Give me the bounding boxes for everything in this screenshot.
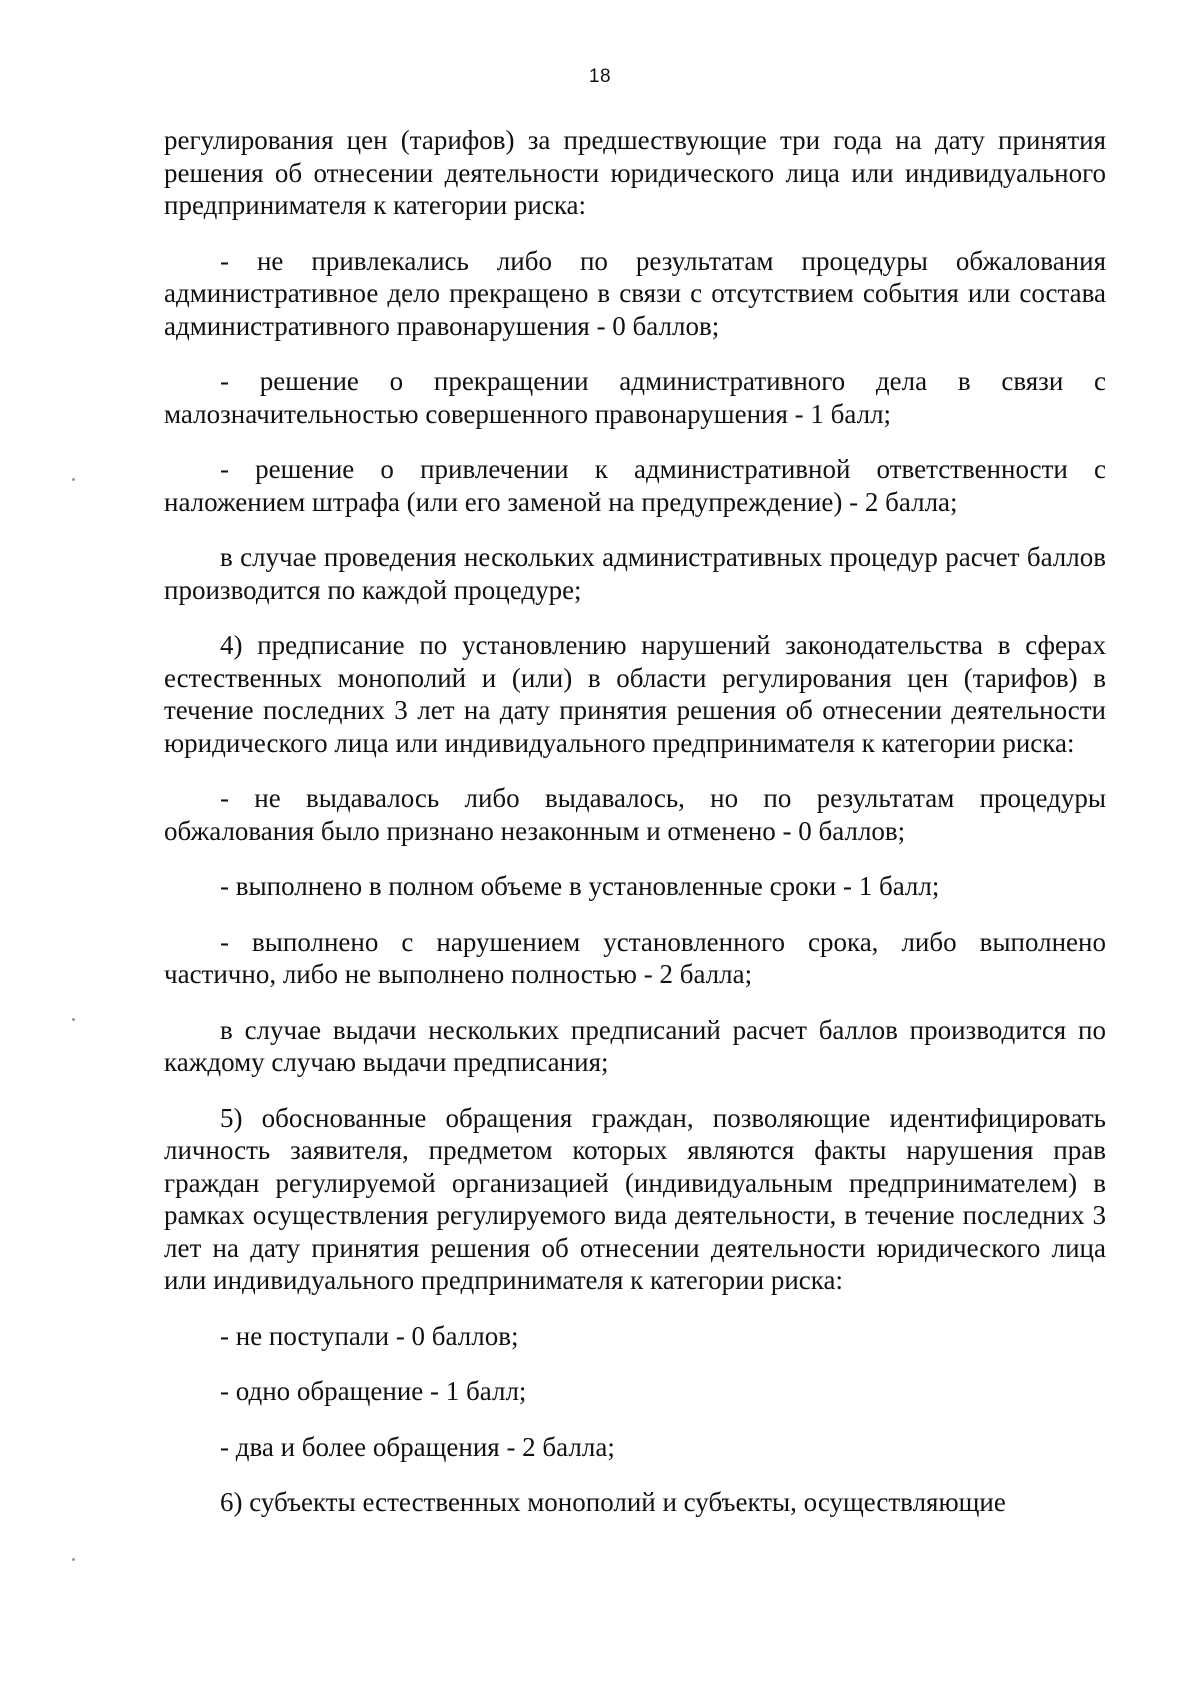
scan-speck [72, 478, 75, 481]
document-body [164, 124, 1106, 1542]
list-item-one-complaint: - одно обращение - 1 балл; [220, 1376, 527, 1406]
paragraph-item-5-citizen-complaints: 5) обоснованные обращения граждан, позволяющие идентифицировать личность заявителя, предметом которых являются факты нарушения прав граждан регулируемой организацией (индивидуальным предпринимателем) в рамках осуществления регулируемого вида деятельности, в течение последних 3 лет на дату принятия решения об отнесении деятельности юридического лица или индивидуального предпринимателя к категории риска: [164, 1102, 1106, 1295]
list-item-not-issued: - не выдавалось либо выдавалось, но по результатам процедуры обжалования было признано незаконным и отменено - 0 баллов; [164, 783, 1106, 846]
list-item-fulfilled-with-violation: - выполнено с нарушением установленного срока, либо выполнено частично, либо не выполнено полностью - 2 балла; [164, 926, 1106, 989]
list-item-fine-imposed: - решение о привлечении к административной ответственности с наложением штрафа (или его заменой на предупреждение) - 2 балла; [164, 454, 1106, 517]
list-item-case-dismissed: - решение о прекращении административного дела в связи с малозначительностью совершенного правонарушения - 1 балл; [164, 366, 1106, 429]
scan-speck [72, 1018, 75, 1021]
list-item-fulfilled-on-time: - выполнено в полном объеме в установленные сроки - 1 балл; [220, 871, 940, 901]
paragraph-item-4-prescription: 4) предписание по установлению нарушений законодательства в сферах естественных монополий и (или) в области регулирования цен (тарифов) в течение последних 3 лет на дату принятия решения об отнесении деятельности юридического лица или индивидуального предпринимателя к категории риска: [164, 630, 1106, 758]
scan-speck [72, 1558, 75, 1561]
paragraph-multiple-procedures: в случае проведения нескольких административных процедур расчет баллов производится по каждой процедуре; [164, 542, 1106, 605]
paragraph-continuation: регулирования цен (тарифов) за предшествующие три года на дату принятия решения об отнесении деятельности юридического лица или индивидуального предпринимателя к категории риска: [164, 125, 1106, 220]
paragraph-multiple-prescriptions: в случае выдачи нескольких предписаний расчет баллов производится по каждому случаю выдачи предписания; [164, 1014, 1106, 1077]
page-number: 18 [588, 66, 612, 87]
paragraph-item-6-subjects: 6) субъекты естественных монополий и субъекты, осуществляющие [220, 1487, 1006, 1517]
list-item-none-received: - не поступали - 0 баллов; [220, 1320, 519, 1351]
list-item-no-liability: - не привлекались либо по результатам процедуры обжалования административное дело прекращено в связи с отсутствием события или состава административного правонарушения - 0 баллов; [164, 245, 1106, 341]
list-item-two-or-more-complaints: - два и более обращения - 2 балла; [220, 1431, 615, 1462]
